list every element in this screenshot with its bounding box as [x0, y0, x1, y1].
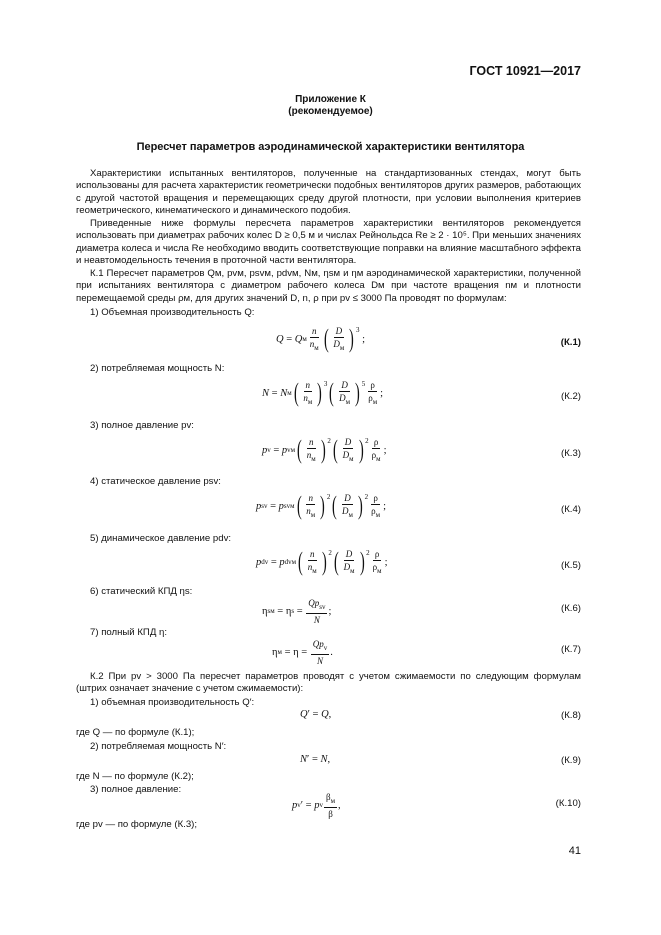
eq-number-k7: (К.7) [561, 644, 581, 655]
item-volume-flow-compressible: 1) объемная производительность Q′: [90, 697, 255, 708]
formula-k10: p v ′ = p v $\frac{\beta_м}{\beta}$ , [292, 792, 341, 819]
formula-k8: Q ′ = Q , [300, 709, 332, 720]
item-static-pressure: 4) статическое давление psv: [90, 476, 221, 487]
item-total-pressure-compressible: 3) полное давление: [90, 784, 182, 795]
item-static-efficiency: 6) статический КПД ηs: [90, 586, 193, 597]
item-power: 2) потребляемая мощность N: [90, 363, 225, 374]
eq-number-k6: (К.6) [561, 603, 581, 614]
paragraph-similarity: Характеристики испытанных вентиляторов, полученные на стандартизованных стендах, могут быть использованы для расчета характеристик геометрически подобных вентиляторов других размеров, работающих с другой частотой вращения и перемещающих среду другой плотности, при условии выполнения критериев геометрического, кинематического и динамического подобия. [76, 168, 581, 217]
eq-number-k10: (К.10) [555, 798, 581, 809]
formula-k9: N ′ = N , [300, 754, 331, 765]
formula-k2: N = N м ( $\frac{n}{n_м}$ ) $^3$ ( $\frac{D}{D_м}$ ) $^5$ $\frac{\rho}{\rho_м}$ ; [262, 378, 384, 408]
eq-number-k1: (К.1) [560, 337, 581, 348]
paragraph-k2: К.2 При pv > 3000 Па пересчет параметров проводят с учетом сжимаемости по следующим формулам (штрих означает значение с учетом сжимаемости): [76, 671, 581, 695]
where-q: где Q — по формуле (К.1); [76, 727, 195, 738]
item-power-compressible: 2) потребляемая мощность N′: [90, 741, 227, 752]
item-volume-flow: 1) Объемная производительность Q: [90, 307, 255, 318]
formula-k3: p v = p vм ( $\frac{n}{n_м}$ ) $^2$ ( $\frac{D}{D_м}$ ) $^2$ $\frac{\rho}{\rho_м}$ ; [262, 435, 387, 465]
appendix-title: Приложение К [295, 94, 366, 105]
appendix-subtitle: (рекомендуемое) [288, 106, 373, 117]
eq-number-k4: (К.4) [561, 504, 581, 515]
item-total-pressure: 3) полное давление pv: [90, 420, 194, 431]
eq-number-k5: (К.5) [561, 560, 581, 571]
formula-k5: p dv = p dvм ( $\frac{n}{n_м}$ ) $^2$ ( $\frac{D}{D_м}$ ) $^2$ $\frac{\rho}{\rho_м}$ ; [256, 547, 388, 577]
paragraph-reynolds: Приведенные ниже формулы пересчета параметров характеристики вентиляторов рекомендуется использовать при диаметрах рабочих колес D ≥ 0,5 м и числах Рейнольдса Re ≥ 2 · 10⁵. При меньших значениях диаметра колеса и числа Re необходимо вводить соответствующие поправки на влияние масштабного эффекта и неавтомодельность течения в проточной части вентилятора. [76, 218, 581, 267]
paragraph-k1: К.1 Пересчет параметров Qм, pvм, psvм, pdvм, Nм, ηsм и ηм аэродинамической характеристики, полученной при испытаниях вентилятора с диаметром рабочего колеса Dм при частоте вращения nм и плотности перемещаемой среды ρм, для других значений D, n, ρ при pv ≤ 3000 Па проводят по формулам: [76, 268, 581, 304]
formula-k4: p sv = p svм ( $\frac{n}{n_м}$ ) $^2$ ( $\frac{D}{D_м}$ ) $^2$ $\frac{\rho}{\rho_м}$ ; [256, 491, 386, 521]
eq-number-k9: (К.9) [561, 755, 581, 766]
eq-number-k3: (К.3) [561, 448, 581, 459]
item-total-efficiency: 7) полный КПД η: [90, 627, 167, 638]
eq-number-k8: (К.8) [561, 710, 581, 721]
page-number: 41 [568, 845, 581, 857]
formula-k1: Q = Q м $\frac{n}{n_м}$ ( $\frac{D}{D_м}$ ) $^3$ ; [276, 324, 366, 354]
eq-number-k2: (К.2) [561, 391, 581, 402]
document-code: ГОСТ 10921—2017 [469, 64, 581, 78]
formula-k6: η sм = η s = $\frac{Qp_{sv}}{N}$ ; [262, 598, 332, 625]
where-n: где N — по формуле (К.2); [76, 771, 194, 782]
item-dynamic-pressure: 5) динамическое давление pdv: [90, 533, 232, 544]
section-title: Пересчет параметров аэродинамической характеристики вентилятора [136, 141, 525, 153]
where-pv: где pv — по формуле (К.3); [76, 819, 198, 830]
formula-k7: η м = η = $\frac{Qp_v}{N}$ . [272, 639, 333, 666]
